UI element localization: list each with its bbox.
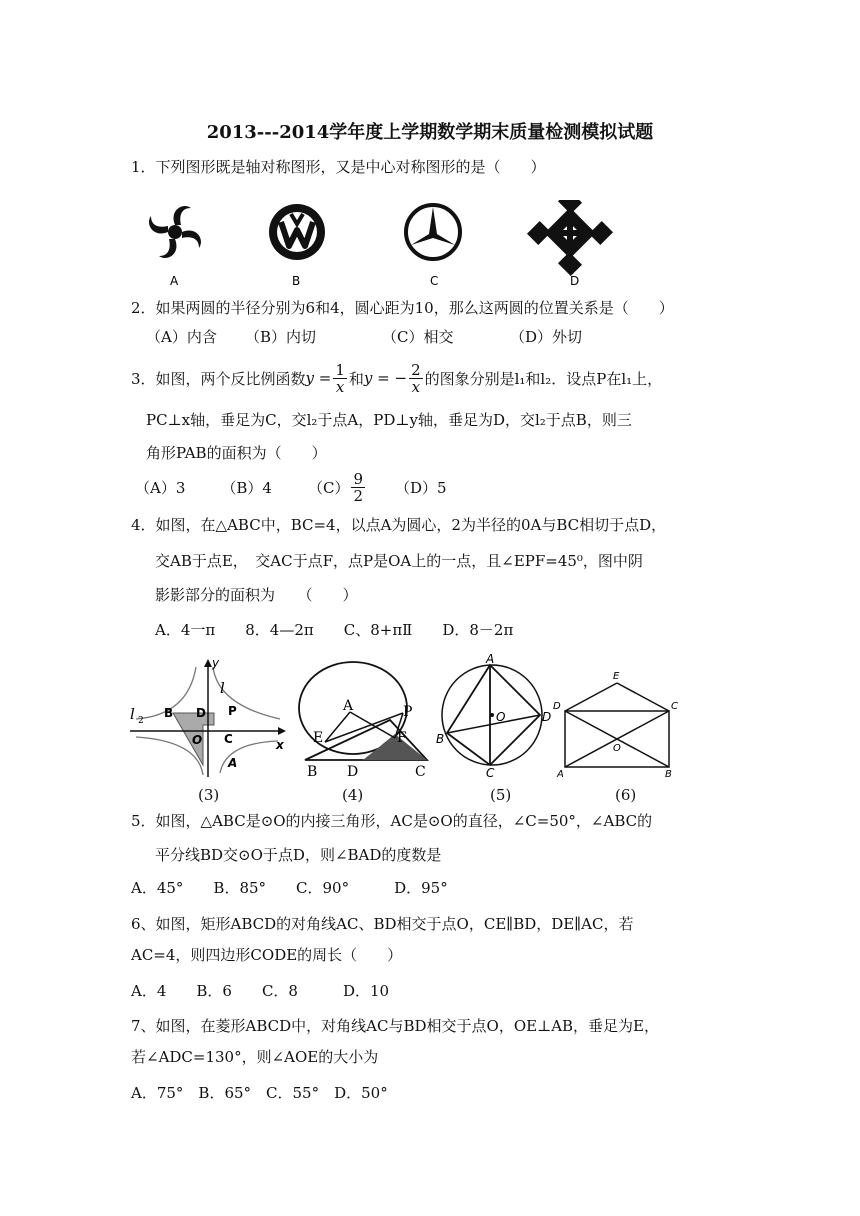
q3-options [135,465,447,509]
symbol-b-label: B [292,274,301,288]
q2-option-d: （D）外切 [510,328,583,346]
fig3-l1-label: l [220,679,225,697]
symbol-d-label: D [570,274,580,288]
q3-f2-lhs: y = − [363,369,408,387]
fig3-l2-label: l [130,705,135,723]
q3-f1-lhs: y = [305,369,332,387]
question-3-line-2: PC⊥x轴，垂足为C，交l₂于点A，PD⊥y轴，垂足为D，交l₂于点B，则三 [146,411,632,429]
question-7-line-1: 7、如图，在菱形ABCD中，对角线AC与BD相交于点O，OE⊥AB，垂足为E， [131,1017,659,1035]
q3-f2-num: 2 [411,360,421,379]
question-6-line-2: AC=4，则四边形CODE的周长（ ） [131,946,403,964]
fig5-d-label: D [542,710,552,724]
q3-option-a: （A）3 [135,478,186,497]
q3-option-b: （B）4 [221,478,272,497]
fig5-o-label: O [496,710,506,724]
q3-fraction-2 [409,362,423,395]
fig4-p-label: P [403,704,413,720]
q6-options: A．4 B．6 C．8 D．10 [131,982,390,1000]
page-title: 2013---2014学年度上学期数学期末质量检测模拟试题 [206,122,654,143]
fig5-b-label: B [436,732,445,746]
q2-option-c: （C）相交 [382,328,454,346]
q5-options: A．45° B．85° C．90° D．95° [131,879,448,897]
question-5-line-1: 5．如图，△ABC是⊙O的内接三角形，AC是⊙O的直径，∠C=50°，∠ABC的 [131,812,653,830]
question-6-line-1: 6、如图，矩形ABCD的对角线AC、BD相交于点O，CE∥BD，DE∥AC，若 [131,915,634,933]
fig4-b-label: B [307,764,318,780]
fig3-a-label: A [228,756,238,770]
symbol-c-star-icon [406,205,460,259]
fig6-d-label: D [553,701,561,712]
symbol-a-label: A [170,274,179,288]
question-1-text: 1．下列图形既是轴对称图形，又是中心对称图形的是（ ） [131,158,546,176]
figure-3-caption: (3) [198,786,220,804]
q3-fraction-1 [333,362,347,395]
figure-6-caption: (6) [615,786,637,804]
fig4-f-label: F [397,730,407,746]
q3-option-d: （D）5 [395,478,447,497]
symbol-b-vw-icon [269,204,325,260]
q3-and: 和 [348,369,364,388]
question-3-line-1 [131,356,662,400]
q3-text-b: 的图象分别是l₁和l₂．设点P在l₁上， [424,369,663,388]
fig6-b-label: B [665,769,672,780]
question-5-line-2: 平分线BD交⊙O于点D，则∠BAD的度数是 [155,846,442,864]
q7-options: A．75° B．65° C．55° D．50° [131,1084,388,1102]
q3-option-c: （C） [307,478,350,497]
question-2-text: 2．如果两圆的半径分别为6和4，圆心距为10，那么这两圆的位置关系是（ ） [131,299,674,317]
figure-5-caption: (5) [490,786,512,804]
symbol-d-cross-icon [527,200,613,276]
question-7-line-2: 若∠ADC=130°，则∠AOE的大小为 [131,1048,379,1066]
fig3-x-label: x [276,738,284,752]
fig6-c-label: C [671,701,678,712]
q3-text-a: 3．如图，两个反比例函数 [131,369,306,388]
fig4-c-label: C [415,764,426,780]
figure-3 [128,655,288,780]
fig3-p-label: P [228,704,237,718]
figure-5 [432,653,557,778]
fig5-c-label: C [486,766,495,778]
q4-options: A．4一π 8．4—2π C、8+πⅡ D．8－2π [155,621,514,639]
question-4-line-3: 影影部分的面积为 （ ） [155,586,358,604]
fig4-d-label: D [347,764,359,780]
q3-f2-den: x [411,377,421,396]
fig4-e-label: E [313,730,324,746]
fig3-y-label: y [212,656,220,670]
symbol-c-label: C [430,274,439,288]
q2-option-b: （B）内切 [245,328,317,346]
q3-opt-c-num: 9 [353,469,363,488]
fig3-c-label: C [224,732,233,746]
fig6-o-label: O [613,743,621,754]
fig6-e-label: E [613,671,620,682]
q3-f1-den: x [335,377,345,396]
fig3-b-label: B [164,706,174,720]
q2-option-a: （A）内含 [146,328,217,346]
fig6-a-label: A [557,769,564,780]
figure-4-caption: (4) [342,786,364,804]
figure-6 [553,667,688,782]
q3-option-c-fraction [351,471,365,504]
q3-opt-c-den: 2 [353,486,363,505]
fig5-a-label: A [486,653,495,666]
fig3-o-label: O [192,733,203,747]
symbol-a-swirl-icon [149,206,201,258]
question-4-line-1: 4．如图，在△ABC中，BC=4，以点A为圆心，2为半径的0A与BC相切于点D， [131,516,667,534]
figure-4 [295,658,445,783]
question-3-line-3: 角形PAB的面积为（ ） [146,444,327,462]
q3-f1-num: 1 [335,360,345,379]
q1-symbols [130,200,630,290]
fig4-a-label: A [343,698,354,714]
fig3-l2-subscript: 2 [138,716,144,726]
fig3-d-label: D [196,706,206,720]
question-4-line-2: 交AB于点E， 交AC于点F，点P是OA上的一点，且∠EPF=45⁰，图中阴 [155,552,643,570]
